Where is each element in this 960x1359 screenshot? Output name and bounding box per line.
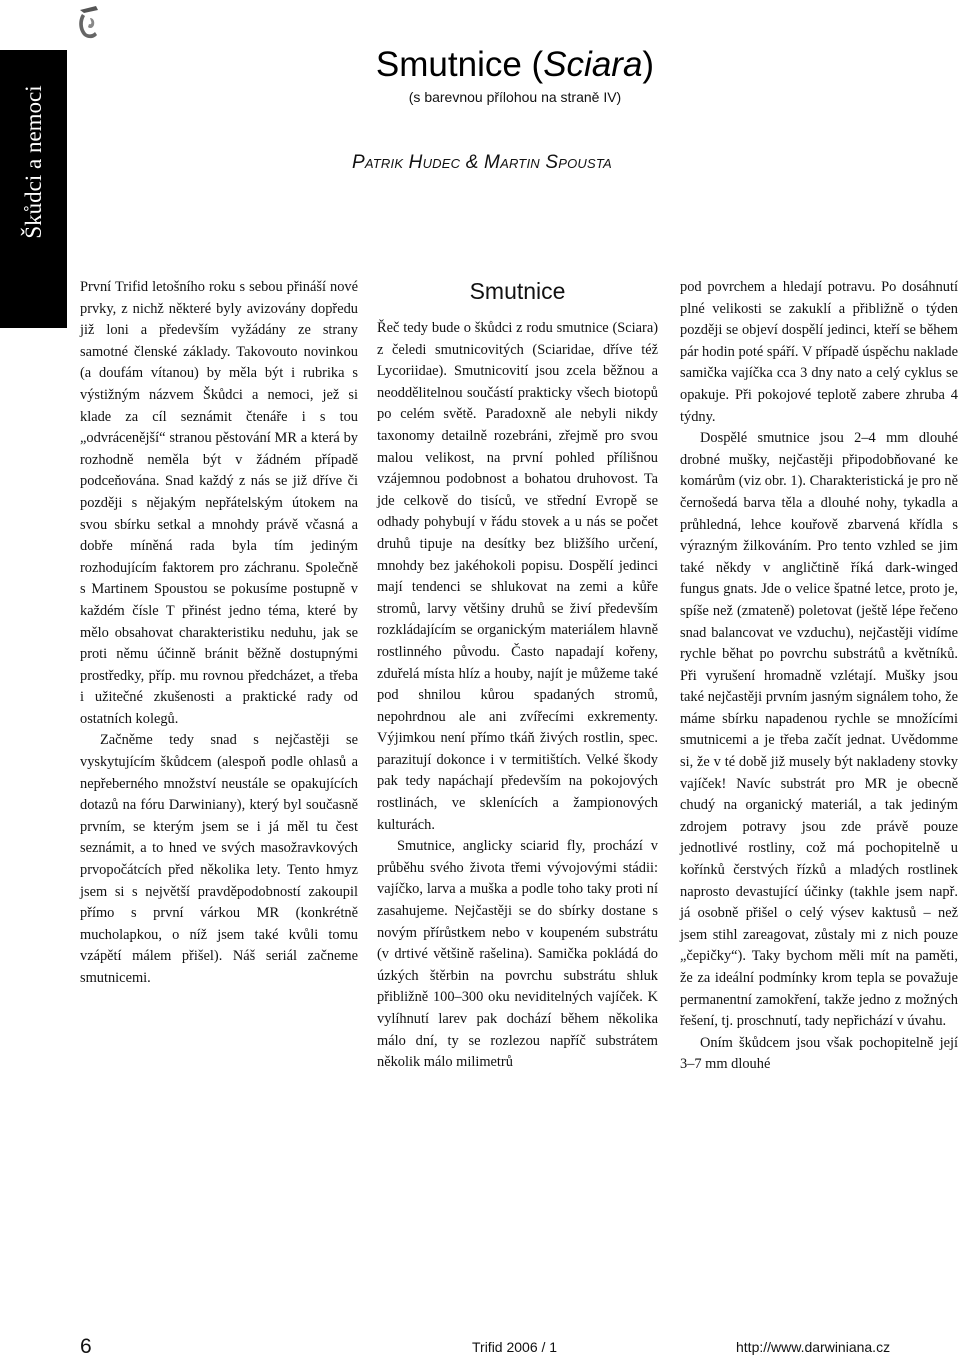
col2-paragraph-1: Řeč tedy bude o škůdci z rodu smutnice (Sciara) z čeledi smutnicovitých (Sciaridae, dříve též Lycoriidae). Smutnicovití jsou zcela běžnou a neoddělitelnou součástí prakticky všech biotopů po celém světě. Paradoxně ale nebyli nikdy taxonomy detailně rozebráni, zřejmě pro svou malou velikost, na první pohled přílišnou vzájemnou podobnost a bohatou druhovost. Ta jde celkově do tisíců, ve střední Evropě se odhady pohybují v řádu stovek a u nás se počet druhů tipuje na desítky bez bližšího určení, mnohdy bez jakéhokoli popisu. Dospělí jedinci mají tendenci se shlukovat na zemi a kůře stromů, larvy většiny druhů se živí především rozkládajícím se organickým materiálem hlavně rostlinného původu. Často napadají kořeny, zduřelá místa hlíz a houby, najít je můžeme také pod shnilou kůrou spadaných stromů, nepohrdnou ale ani zvířecími exkrementy. Výjimkou není přímo tkáň živých rostlin, spec. parazitují dokonce i v termitištích. Velké škody pak tedy napáchají především na pokojových rostlinách, ve sklenících a žampionových kulturách. — [377, 320, 658, 833]
column-1 — [80, 277, 358, 990]
title-text: Smutnice (Sciara) — [375, 45, 655, 84]
article-subtitle: (s barevnou přílohou na straně IV) — [408, 89, 622, 105]
journal-issue: Trifid 2006 / 1 — [472, 1339, 558, 1355]
column-2 — [377, 318, 658, 1074]
col3-paragraph-1: pod povrchem a hledají potravu. Po dosáhnutí plné velikosti se zakuklí a přibližně o týden později se objeví dospělí jedinci, kteří se během pár hodin poté spáří. V případě úspěchu naklade samička vajíčka cca 3 dny nato a celý cyklus se opakuje. Při pokojové teplotě zabere zhruba 4 týdny. — [680, 279, 958, 425]
column-3 — [680, 277, 958, 1076]
page-number: 6 — [80, 1335, 92, 1358]
article-authors: Patrik Hudec & Martin Spousta — [352, 152, 612, 173]
section-label: Škůdci a nemoci — [21, 85, 46, 239]
section-heading: Smutnice — [469, 278, 566, 304]
logo-icon — [74, 4, 104, 42]
col3-paragraph-2: Dospělé smutnice jsou 2–4 mm dlouhé drobné mušky, nejčastěji připodobňované ke komárům (viz obr. 1). Charakteristická je pro ně černošedá barva těla a dlouhé nohy, tykadla a průhledná, lehce kouřově zbarvená křídla s výrazným žilkováním. Pro tento vzhled se jim také někdy v angličtině říká dark-winged fungus gnats. Jde o velice špatné letce, proto je, spíše než (zmateně) poletovat (ještě lépe řečeno snad balancovat ve vzduchu), nejčastěji vidíme rychle běhat po povrchu substrátů a květníků. Při vyrušení hromadně vzlétají. Mušky jsou také nejčastěji prvním jasným signálem toho, že máme sbírku napadenou rychle se množícími smutnicemi a je třeba začít jednat. Uvědomme si, že v té době již musely být nakladeny stovky vajíček! Navíc substrát pro MR je obecně chudý na organický materiál, a tak jediným zdrojem potravy jsou zde právě pouze jednotlivé rostliny, což má pochopitelně u kořínků čerstvých řízků a mladých rostlinek naprosto devastující účinky (takhle jsem např. já osobně přišel o celý výsev kaktusů – než jsem stihl zareagovat, zůstaly mi z nich pouze „čepičky“). Taky bychom měli mít na paměti, že za ideální podmínky krom tepla se považuje permanentní zamokření, takže jedno z možných řešení, tj. proschnutí, tady nepřichází v úvahu. — [680, 430, 958, 1030]
col2-paragraph-2: Smutnice, anglicky sciarid fly, prochází v průběhu svého života třemi vývojovými stádii: vajíčko, larva a muška a podle toho taky proti ní zasahujeme. Nejčastěji se do sbírky dostane s novým přírůstkem nebo v koupeném substrátu (v drtivé většině rašelina). Samička pokládá do úzkých štěrbin na povrchu substrátu shluk přibližně 100–300 oku neviditelných vajíček. K vylíhnutí larev pak dochází během několika málo dní, ty se rozlezou napříč substrátem několik málo milimetrů — [377, 838, 658, 1071]
article-title — [300, 42, 730, 88]
website-url[interactable]: http://www.darwiniana.cz — [736, 1339, 891, 1355]
col1-paragraph-2: Začněme tedy snad s nejčastěji se vyskytujícím škůdcem (alespoň podle ohlasů a nepřeberného množství neustále se opakujících dotazů na fóru Darwiniany), který byl současně prvním, se kterým jsem se i já měl tu čest seznámit, a to hned ve svých masožravkových prvopočátcích před několika lety. Tento hmyz jsem si s největší pravděpodobností zakoupil přímo s první várkou MR (konkrétně mucholapkou, o níž jsem také kvůli tomu vzápětí málem přišel). Náš seriál začneme smutnicemi. — [80, 732, 358, 986]
col3-paragraph-3: Oním škůdcem jsou však pochopitelně její 3–7 mm dlouhé — [680, 1034, 958, 1073]
col1-paragraph-1: První Trifid letošního roku s sebou přináší nové prvky, z nichž některé byly avizovány dopředu již loni a především vyžádány ze strany samotné členské základy. Takovouto novinkou (a doufám vítanou) by měla být i rubrika s výstižným názvem Škůdci a nemoci, jež si klade za cíl seznámit čtenáře i s tou „odvrácenější“ stranou pěstování MR a která by rozhodně neměla být v žádném případě podceňována. Snad každý z nás se již dříve či později s nějakým nepřátelským útokem na svou sbírku setkal a mnohdy právě včasná a dobře míněná rada byla tím jediným rozhodujícím faktorem pro záchranu. Společně s Martinem Spoustou se pokusíme postupně v každém čísle T přinést jedno téma, které by mělo obsahovat charakteristiku neduhu, jak se proti němu účinně bránit běžně dostupnými prostředky, příp. mu rovnou předcházet, a třeba i užitečné zkušenosti a praktické rady od ostatních kolegů. — [80, 279, 358, 727]
